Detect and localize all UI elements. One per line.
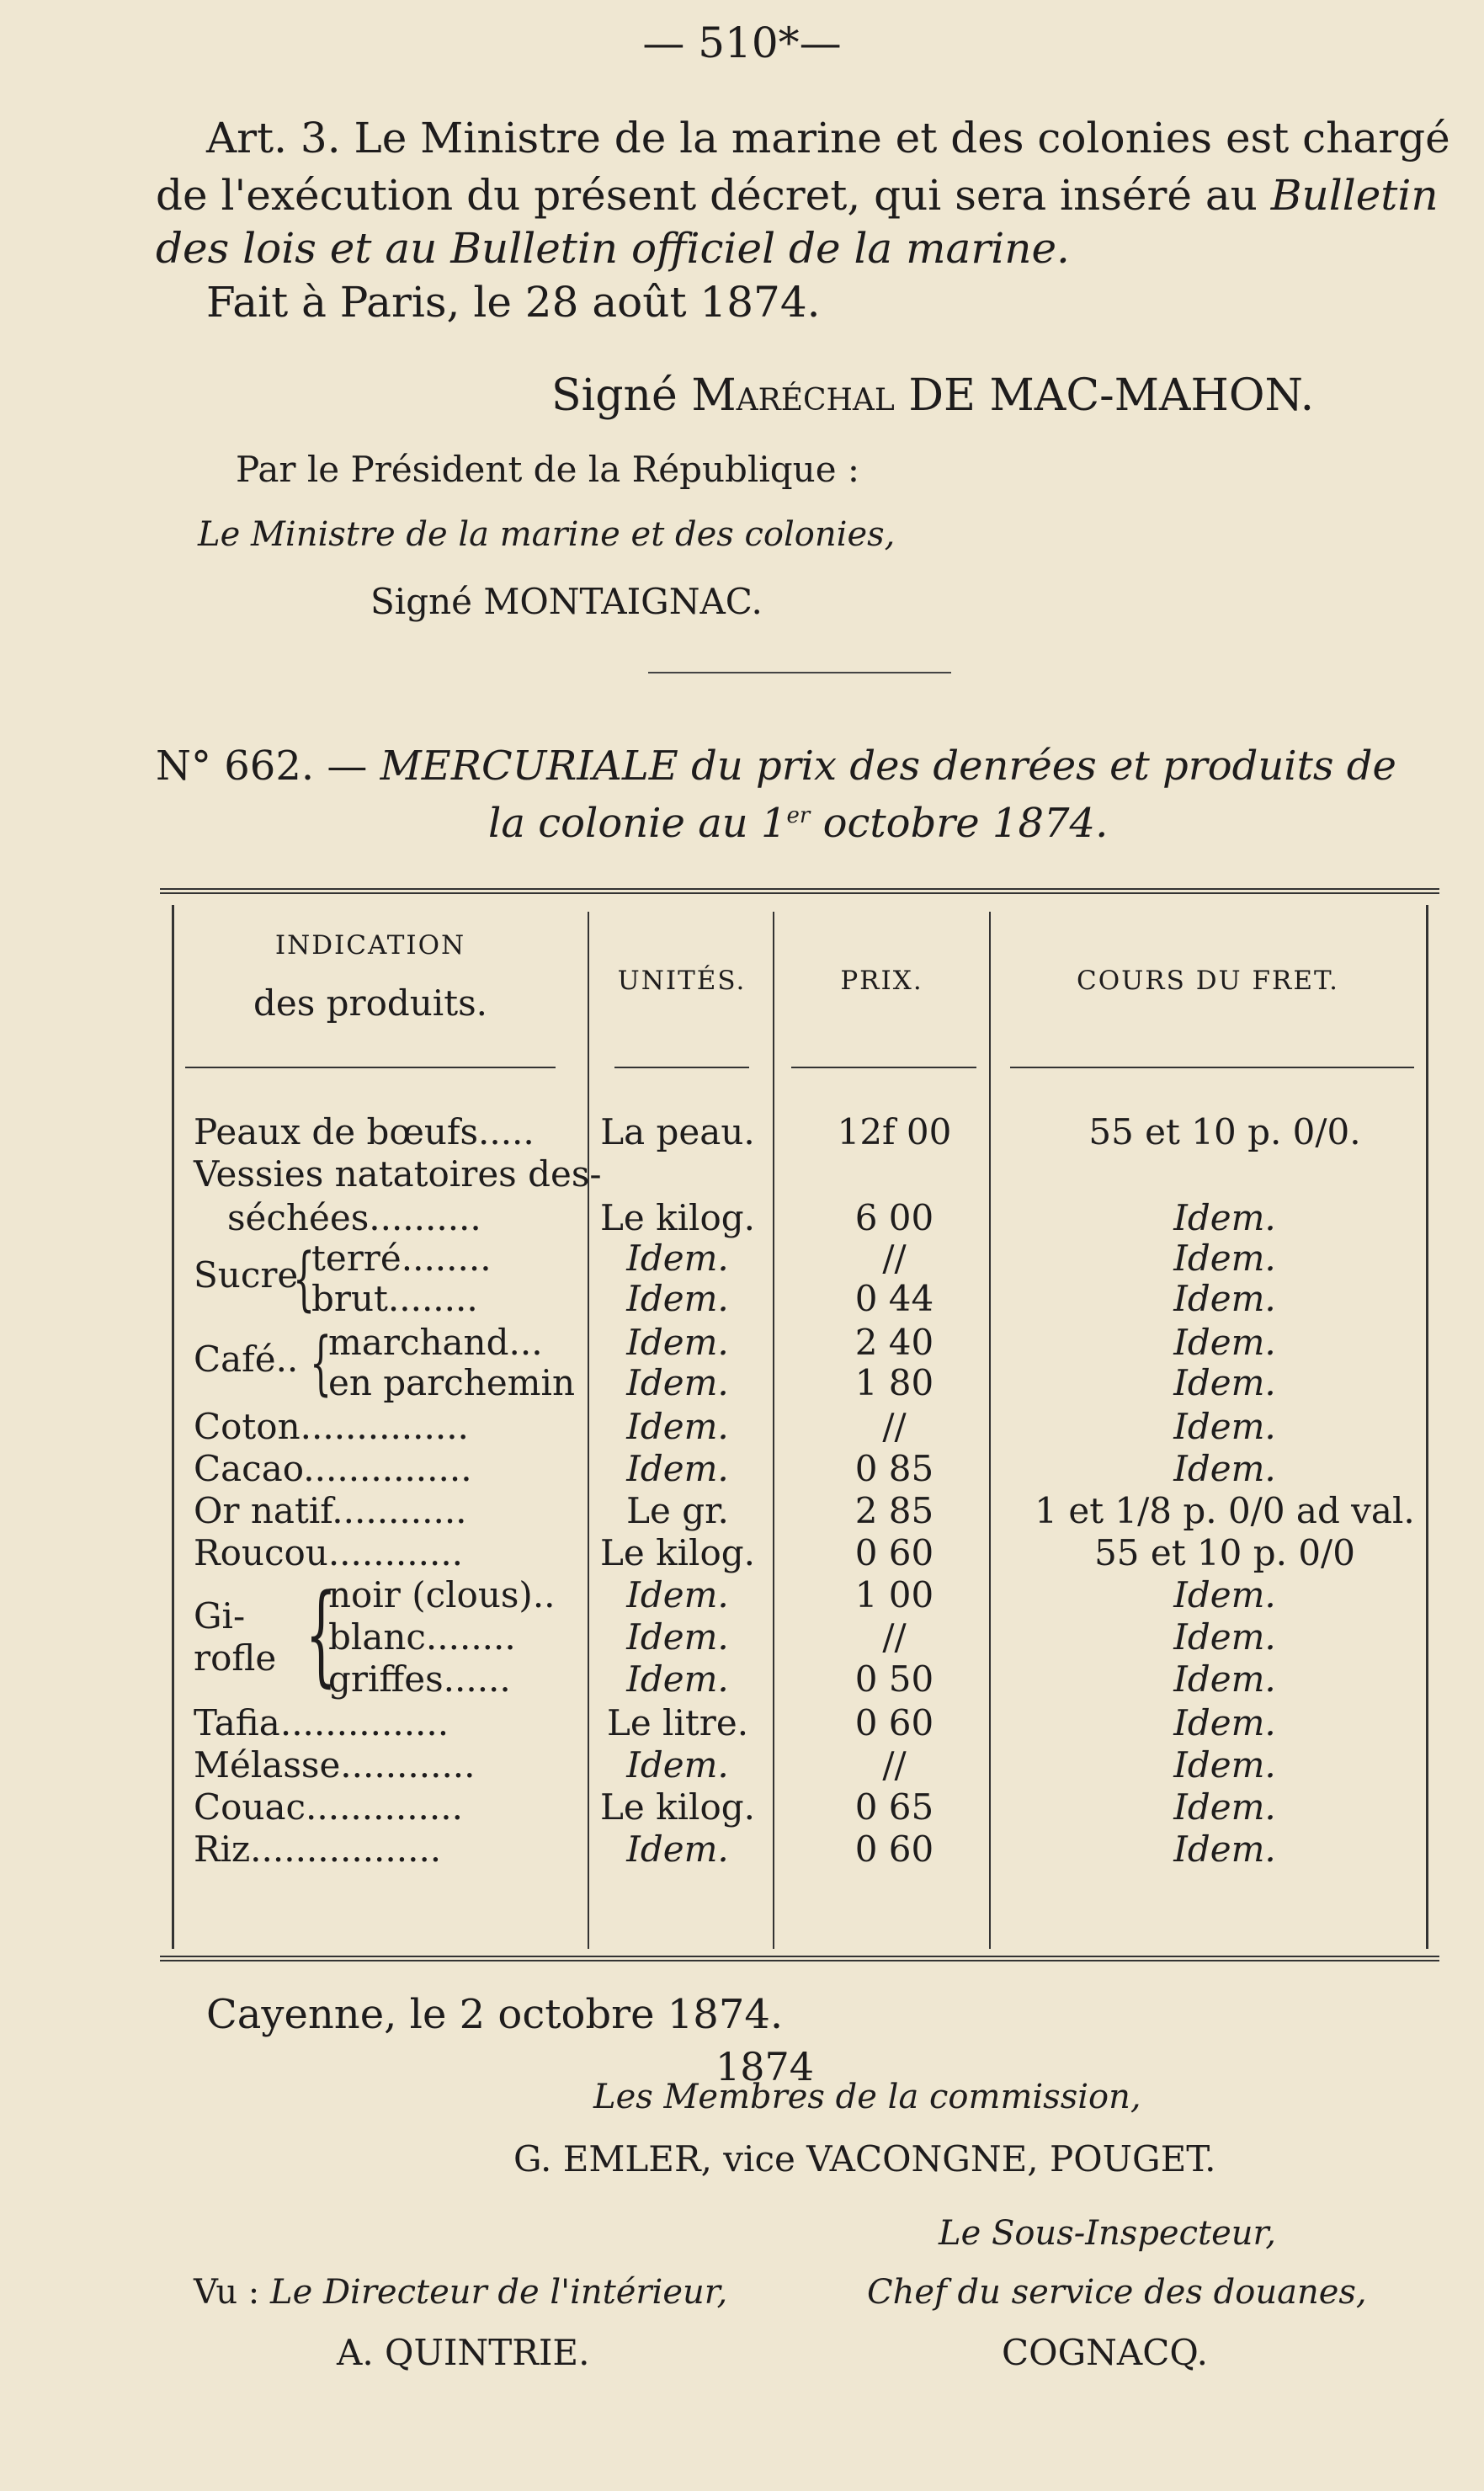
fret-cell: Idem. bbox=[1173, 1658, 1276, 1700]
fret-cell: Idem. bbox=[1173, 1744, 1276, 1786]
page-number: — 510*— bbox=[642, 19, 842, 67]
unit-cell: Le kilog. bbox=[600, 1786, 755, 1828]
mercuriale-title-line-1 bbox=[156, 743, 1396, 790]
fret-cell: Idem. bbox=[1173, 1702, 1276, 1743]
price-cell: 0 85 bbox=[854, 1448, 934, 1489]
price-cell: // bbox=[882, 1238, 907, 1279]
group-label-girofle-2: rofle bbox=[194, 1637, 277, 1679]
table-row bbox=[160, 1532, 1439, 1576]
product-cell: en parchemin bbox=[328, 1362, 575, 1403]
mercuriale-heading: MERCURIALE du prix des denrées et produits de bbox=[380, 743, 1396, 790]
mercuriale-title-line-2 bbox=[488, 800, 1108, 847]
price-cell: 2 40 bbox=[854, 1322, 934, 1363]
product-cell: séchées.......... bbox=[227, 1197, 481, 1238]
fret-cell: Idem. bbox=[1173, 1574, 1276, 1615]
product-cell: blanc........ bbox=[328, 1616, 516, 1658]
table-row bbox=[160, 1490, 1439, 1534]
header-prix: PRIX. bbox=[840, 966, 923, 996]
commission-members: Les Membres de la commission, bbox=[593, 2078, 1141, 2116]
unit-cell: Idem. bbox=[626, 1406, 729, 1447]
place-date: Cayenne, le 2 octobre 1874. bbox=[206, 1991, 784, 2038]
group-label-cafe: Café.. bbox=[194, 1339, 299, 1380]
unit-cell: Idem. bbox=[626, 1828, 729, 1870]
unit-cell: Le gr. bbox=[626, 1490, 729, 1531]
unit-cell: Le kilog. bbox=[600, 1197, 755, 1238]
signe-label: Signé bbox=[551, 370, 692, 421]
directeur-title: Le Directeur de l'intérieur, bbox=[270, 2273, 728, 2312]
price-cell: 0 60 bbox=[854, 1702, 934, 1743]
brace-icon: { bbox=[310, 1323, 332, 1403]
brace-icon: { bbox=[305, 1570, 337, 1698]
vu-directeur bbox=[194, 2273, 727, 2312]
price-cell: // bbox=[882, 1616, 907, 1658]
unit-cell: Idem. bbox=[626, 1616, 729, 1658]
product-cell: terré........ bbox=[311, 1238, 492, 1279]
price-table bbox=[160, 888, 1439, 1957]
header-underline bbox=[185, 1067, 556, 1068]
table-row bbox=[160, 1616, 1439, 1660]
product-cell: Peaux de bœufs..... bbox=[194, 1111, 535, 1152]
table-row bbox=[160, 1406, 1439, 1450]
table-row bbox=[160, 1111, 1439, 1155]
table-row bbox=[160, 1574, 1439, 1618]
product-cell: Or natif............ bbox=[194, 1490, 467, 1531]
fret-cell: Idem. bbox=[1173, 1406, 1276, 1447]
price-cell: 0 50 bbox=[854, 1658, 934, 1700]
bulletin-word: Bulletin bbox=[1270, 171, 1439, 220]
table-top-rule bbox=[160, 888, 1439, 894]
table-row bbox=[160, 1786, 1439, 1830]
unit-cell: Idem. bbox=[626, 1238, 729, 1279]
article-line-3: des lois et au Bulletin officiel de la marine. bbox=[156, 224, 1070, 273]
fret-cell: 55 et 10 p. 0/0 bbox=[1094, 1532, 1355, 1573]
group-label-girofle: Gi- bbox=[194, 1595, 246, 1637]
unit-cell: Idem. bbox=[626, 1658, 729, 1700]
mac-mahon-name: DE MAC-MAHON. bbox=[894, 370, 1315, 421]
fait-a-paris: Fait à Paris, le 28 août 1874. bbox=[206, 278, 821, 327]
price-cell: 12f 00 bbox=[837, 1111, 952, 1152]
table-row bbox=[160, 1448, 1439, 1492]
price-cell: 1 00 bbox=[854, 1574, 934, 1615]
table-row bbox=[160, 1828, 1439, 1872]
product-cell: Tafia............... bbox=[194, 1702, 449, 1743]
product-cell: Couac.............. bbox=[194, 1786, 463, 1828]
table-row bbox=[160, 1658, 1439, 1702]
product-cell: Roucou............ bbox=[194, 1532, 464, 1573]
product-cell: brut........ bbox=[311, 1278, 478, 1319]
product-cell: Mélasse............ bbox=[194, 1744, 476, 1786]
signature-president bbox=[551, 370, 1314, 421]
header-underline bbox=[791, 1067, 976, 1068]
fret-cell: 55 et 10 p. 0/0. bbox=[1088, 1111, 1361, 1152]
header-indication: INDICATION bbox=[274, 930, 466, 961]
table-row bbox=[160, 1197, 1439, 1241]
article-line-1: Art. 3. Le Ministre de la marine et des colonies est chargé bbox=[206, 114, 1450, 162]
brace-icon: { bbox=[293, 1239, 316, 1319]
table-row bbox=[160, 1322, 1439, 1365]
year-overprint: 1874 bbox=[715, 2044, 815, 2089]
product-cell: griffes...... bbox=[328, 1658, 511, 1700]
unit-cell: Le kilog. bbox=[600, 1532, 755, 1573]
fret-cell: Idem. bbox=[1173, 1197, 1276, 1238]
unit-cell: Le litre. bbox=[606, 1702, 749, 1743]
header-des-produits: des produits. bbox=[253, 982, 488, 1024]
table-row bbox=[160, 1238, 1439, 1281]
fret-cell: Idem. bbox=[1173, 1448, 1276, 1489]
mercuriale-date-a: la colonie au 1 bbox=[488, 800, 787, 847]
signature-montaignac: Signé MONTAIGNAC. bbox=[370, 581, 763, 622]
header-cours-du-fret: COURS DU FRET. bbox=[1077, 966, 1339, 996]
fret-cell: Idem. bbox=[1173, 1828, 1276, 1870]
price-cell: 2 85 bbox=[854, 1490, 934, 1531]
fret-cell: 1 et 1/8 p. 0/0 ad val. bbox=[1035, 1490, 1415, 1531]
price-cell: 1 80 bbox=[854, 1362, 934, 1403]
product-cell: Coton............... bbox=[194, 1406, 469, 1447]
product-cell: Cacao............... bbox=[194, 1448, 472, 1489]
mercuriale-date-sup: er bbox=[786, 803, 811, 828]
header-underline bbox=[614, 1067, 749, 1068]
table-row bbox=[160, 1744, 1439, 1788]
unit-cell: Idem. bbox=[626, 1322, 729, 1363]
price-cell: 0 65 bbox=[854, 1786, 934, 1828]
mercuriale-number: N° 662. — bbox=[156, 743, 380, 790]
header-unites: UNITÉS. bbox=[617, 966, 747, 996]
fret-cell: Idem. bbox=[1173, 1786, 1276, 1828]
par-le-president: Par le Président de la République : bbox=[236, 449, 860, 490]
fret-cell: Idem. bbox=[1173, 1616, 1276, 1658]
marechal-title: Maréchal bbox=[691, 370, 895, 421]
unit-cell: La peau. bbox=[600, 1111, 755, 1152]
commission-names: G. EMLER, vice VACONGNE, POUGET. bbox=[513, 2138, 1216, 2180]
table-row bbox=[160, 1362, 1439, 1406]
fret-cell: Idem. bbox=[1173, 1278, 1276, 1319]
header-underline bbox=[1010, 1067, 1414, 1068]
unit-cell: Idem. bbox=[626, 1448, 729, 1489]
ministre-title: Le Ministre de la marine et des colonies, bbox=[198, 515, 896, 554]
unit-cell: Idem. bbox=[626, 1574, 729, 1615]
fret-cell: Idem. bbox=[1173, 1238, 1276, 1279]
article-line-2 bbox=[156, 171, 1439, 220]
price-cell: // bbox=[882, 1406, 907, 1447]
signature-cognacq: COGNACQ. bbox=[1002, 2332, 1209, 2373]
price-cell: 0 60 bbox=[854, 1532, 934, 1573]
table-bottom-rule bbox=[160, 1956, 1439, 1961]
unit-cell: Idem. bbox=[626, 1362, 729, 1403]
price-cell: 0 44 bbox=[854, 1278, 934, 1319]
fret-cell: Idem. bbox=[1173, 1362, 1276, 1403]
signature-quintrie: A. QUINTRIE. bbox=[337, 2332, 590, 2373]
group-label-sucre: Sucre bbox=[194, 1254, 299, 1296]
unit-cell: Idem. bbox=[626, 1278, 729, 1319]
price-cell: // bbox=[882, 1744, 907, 1786]
article-line-2-text: de l'exécution du présent décret, qui sera inséré au bbox=[156, 171, 1271, 220]
fret-cell: Idem. bbox=[1173, 1322, 1276, 1363]
table-row bbox=[160, 1153, 1439, 1197]
table-row bbox=[160, 1278, 1439, 1322]
product-cell: Riz................. bbox=[194, 1828, 442, 1870]
unit-cell: Idem. bbox=[626, 1744, 729, 1786]
price-cell: 6 00 bbox=[854, 1197, 934, 1238]
sous-inspecteur-title: Le Sous-Inspecteur, bbox=[939, 2214, 1276, 2253]
section-divider bbox=[648, 672, 951, 673]
product-cell: noir (clous).. bbox=[328, 1574, 556, 1615]
vu-label: Vu : bbox=[194, 2273, 270, 2312]
chef-douanes-title: Chef du service des douanes, bbox=[867, 2273, 1367, 2312]
product-cell: Vessies natatoires des- bbox=[194, 1153, 602, 1195]
product-cell: marchand... bbox=[328, 1322, 543, 1363]
mercuriale-date-b: octobre 1874. bbox=[810, 800, 1109, 847]
table-row bbox=[160, 1702, 1439, 1746]
price-cell: 0 60 bbox=[854, 1828, 934, 1870]
